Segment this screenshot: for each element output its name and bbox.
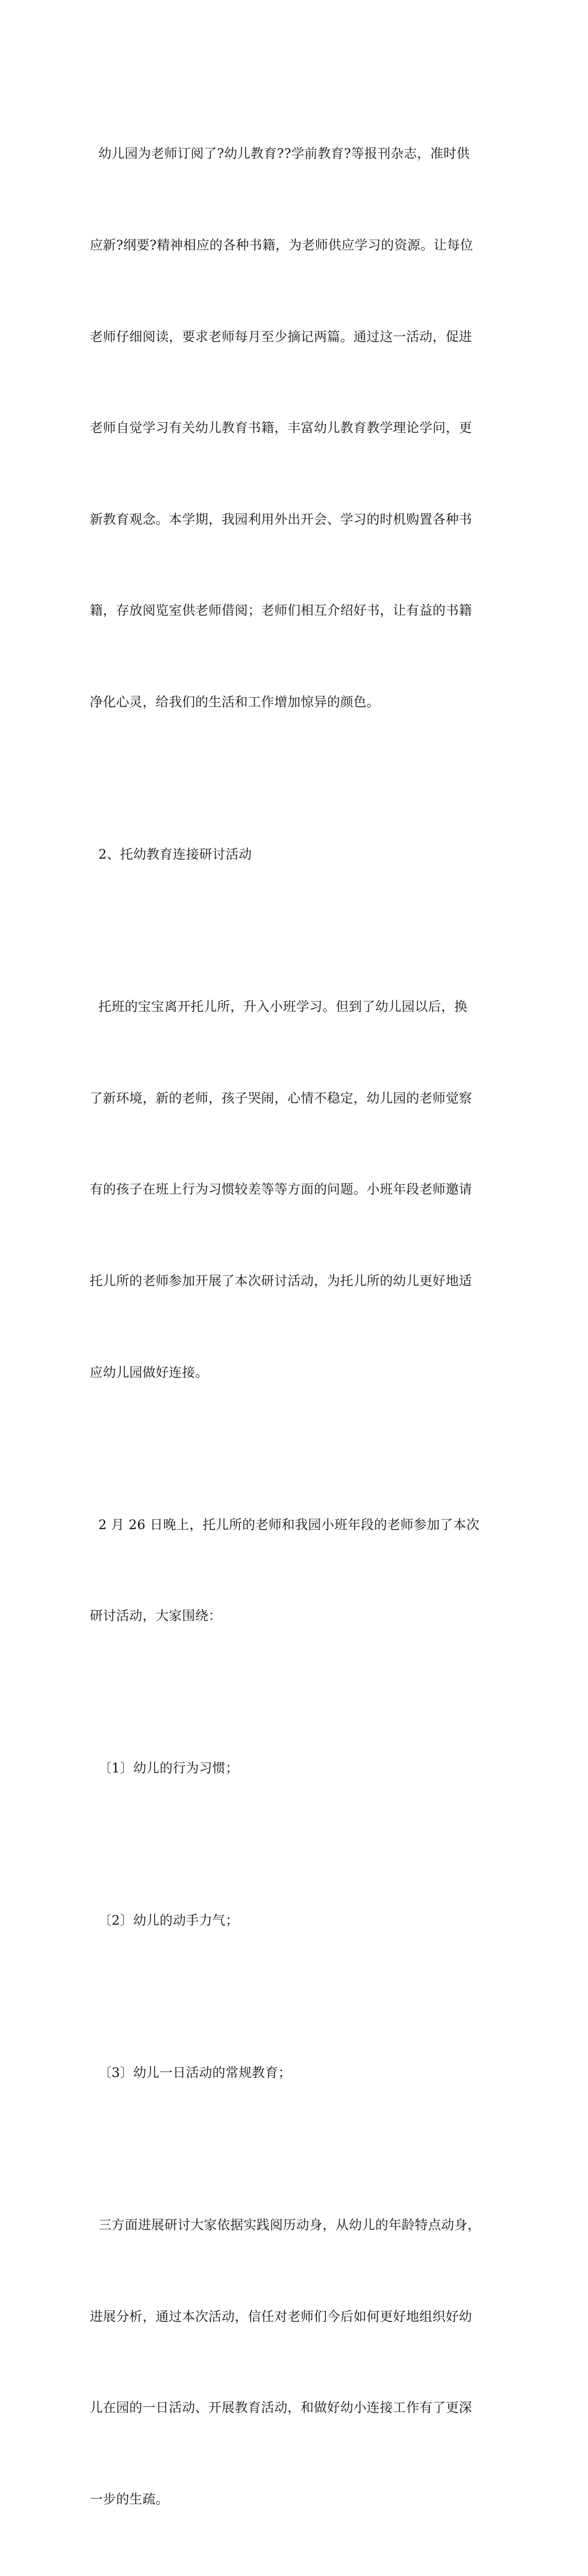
text-line: 2 月 26 日晚上，托儿所的老师和我园小班年段的老师参加了本次	[90, 1517, 480, 1532]
list-item	[90, 1693, 504, 1845]
text-line: 〔1〕幼儿的行为习惯；	[90, 1761, 239, 1776]
paragraph-book-subscriptions	[90, 78, 504, 779]
paragraph-meeting-date	[90, 1449, 504, 1693]
text-line: 一步的生疏。	[90, 2492, 169, 2507]
text-line: 应幼儿园做好连接。	[90, 1364, 209, 1380]
text-line: 老师仔细阅读，要求老师每月至少摘记两篇。通过这一活动，促进	[90, 329, 472, 344]
text-line: 〔2〕幼儿的动手力气；	[90, 1913, 239, 1928]
text-line: 了新环境，新的老师，孩子哭闹，心情不稳定，幼儿园的老师觉察	[90, 1090, 472, 1106]
list-item	[90, 1845, 504, 1997]
text-line: 三方面进展研讨大家依据实践阅历动身，从幼儿的年龄特点动身，	[90, 2218, 481, 2233]
text-line: 新教育观念。本学期，我园利用外出开会、学习的时机购置各种书	[90, 511, 472, 527]
text-line: 有的孩子在班上行为习惯较差等等方面的问题。小班年段老师邀请	[90, 1182, 472, 1197]
text-line: 托班的宝宝离开托儿所，升入小班学习。但到了幼儿园以后，换	[90, 999, 468, 1015]
text-line: 2、托幼教育连接研讨活动	[90, 847, 252, 862]
text-line: 〔3〕幼儿一日活动的常规教育；	[90, 2065, 292, 2081]
text-line: 托儿所的老师参加开展了本次研讨活动，为托儿所的幼儿更好地适	[90, 1273, 472, 1288]
text-line: 幼儿园为老师订阅了?幼儿教育??学前教育?等报刊杂志，准时供	[90, 146, 470, 162]
text-line: 净化心灵，给我们的生活和工作增加惊异的颜色。	[90, 695, 380, 710]
text-line: 老师自觉学习有关幼儿教育书籍，丰富幼儿教育教学理论学问，更	[90, 420, 472, 436]
paragraph-conclusion	[90, 2149, 504, 2576]
text-line: 籍，存放阅览室供老师借阅；老师们相互介绍好书，让有益的书籍	[90, 603, 472, 618]
text-line: 应新?纲要?精神相应的各种书籍，为老师供应学习的资源。让每位	[90, 238, 473, 253]
text-line: 进展分析，通过本次活动，信任对老师们今后如何更好地组织好幼	[90, 2309, 472, 2324]
paragraph-transition-intro	[90, 931, 504, 1449]
document-body	[90, 78, 504, 2576]
text-line: 儿在园的一日活动、开展教育活动，和做好幼小连接工作有了更深	[90, 2400, 472, 2416]
text-line: 研讨活动，大家围绕：	[90, 1608, 222, 1624]
list-item	[90, 1997, 504, 2149]
section-heading	[90, 779, 504, 931]
